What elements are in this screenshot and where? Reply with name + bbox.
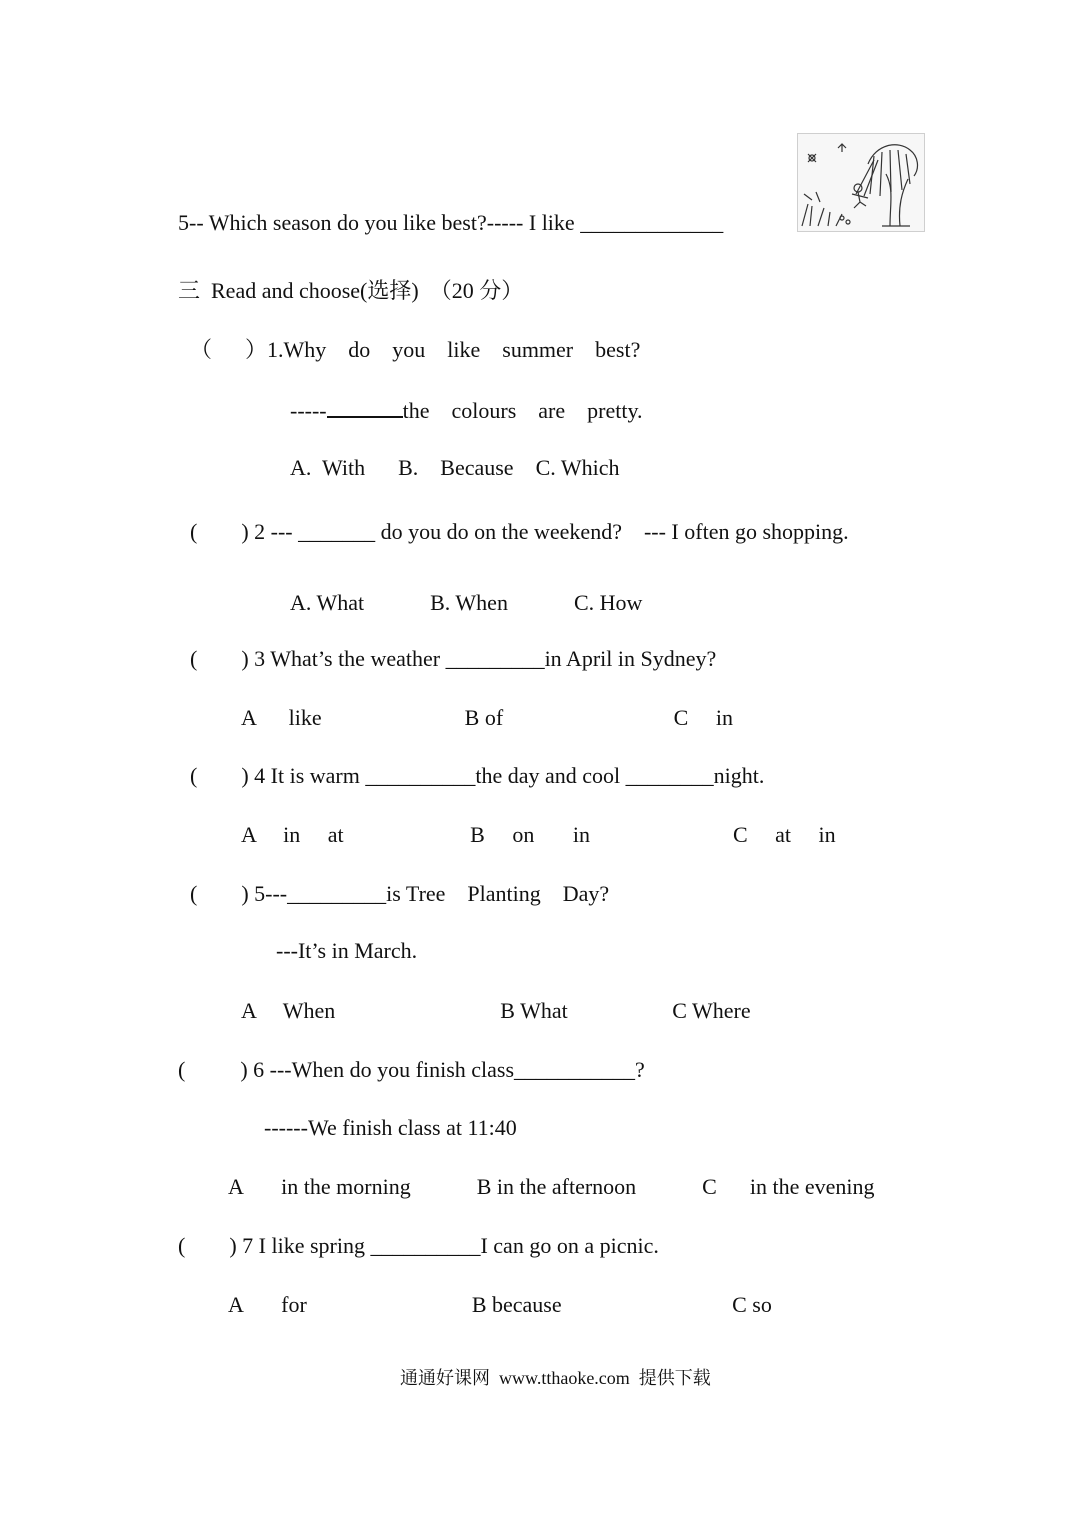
dash-prefix: ----- (290, 398, 327, 423)
question-1-options: A. With B. Because C. Which (290, 455, 620, 480)
question-4: ( ) 4 It is warm __________the day and cool ________night. (190, 763, 765, 788)
fill-question-5: 5-- Which season do you like best?----- I like _____________ (178, 210, 724, 235)
section-title: 三 Read and choose(选择) （20 分） (178, 278, 524, 303)
question-6-options: A in the morning B in the afternoon C in the evening (228, 1174, 875, 1199)
question-7: ( ) 7 I like spring __________I can go on a picnic. (178, 1233, 659, 1258)
question-6-answer: ------We finish class at 11:40 (264, 1115, 517, 1140)
question-2-options: A. What B. When C. How (290, 590, 643, 615)
question-1-answer-line (290, 398, 643, 422)
answer-blank (327, 398, 403, 418)
question-6: ( ) 6 ---When do you finish class___________? (178, 1057, 645, 1082)
sentence-rest: the colours are pretty. (402, 398, 643, 423)
question-3-options: A like B of C in (241, 705, 733, 730)
question-4-options: A in at B on in C at in (241, 822, 836, 847)
question-5: ( ) 5---_________is Tree Planting Day? (190, 881, 610, 906)
question-2: ( ) 2 --- _______ do you do on the weekend? --- I often go shopping. (190, 519, 849, 544)
question-5-options: A When B What C Where (241, 998, 751, 1023)
page-footer: 通通好课网 www.tthaoke.com 提供下载 (400, 1368, 711, 1388)
question-1: （ ）1.Why do you like summer best? (190, 337, 641, 362)
question-7-options: A for B because C so (228, 1292, 772, 1317)
question-5-answer: ---It’s in March. (276, 938, 418, 963)
question-3: ( ) 3 What’s the weather _________in April in Sydney? (190, 646, 717, 671)
tree-swing-illustration-icon (797, 133, 925, 232)
